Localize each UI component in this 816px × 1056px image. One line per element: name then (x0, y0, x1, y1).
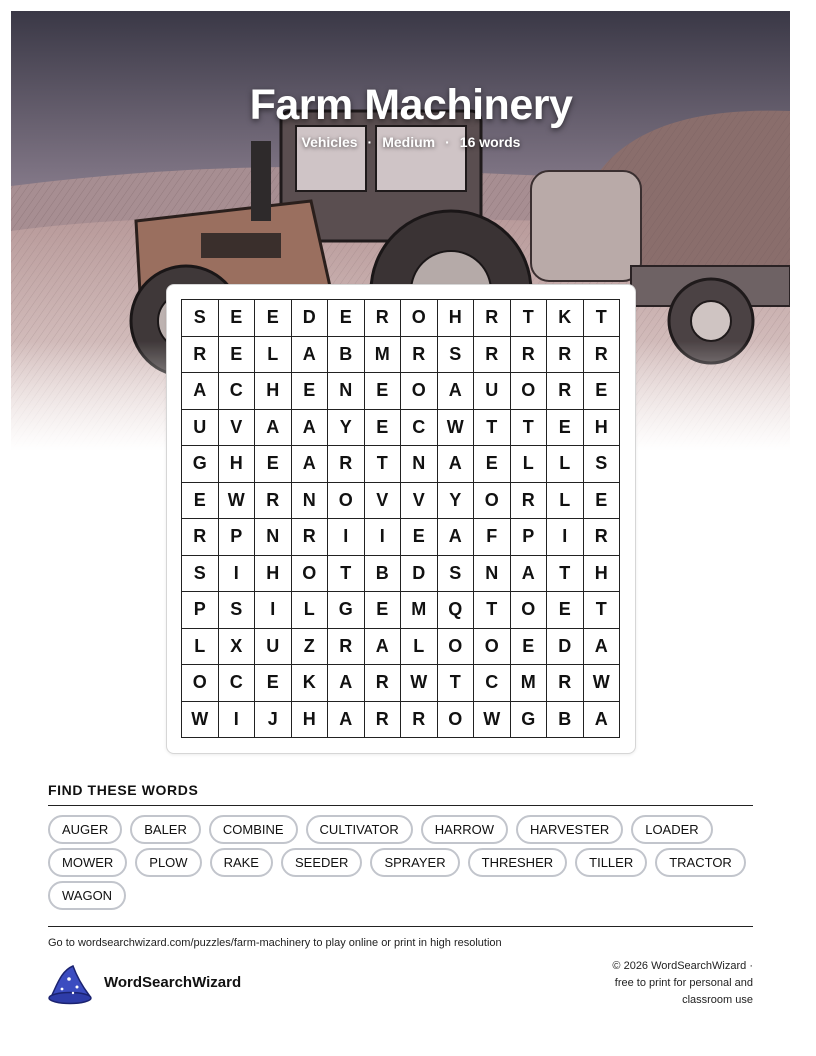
grid-cell[interactable]: A (291, 336, 328, 373)
grid-cell[interactable]: R (474, 300, 511, 337)
grid-row (182, 592, 620, 629)
grid-cell[interactable]: O (401, 373, 438, 410)
grid-cell[interactable]: D (547, 628, 584, 665)
grid-cell[interactable]: H (583, 409, 620, 446)
grid-cell[interactable]: E (510, 628, 547, 665)
puzzle-grid (181, 299, 620, 738)
grid-row (182, 555, 620, 592)
footer-divider (48, 926, 753, 927)
grid-cell[interactable]: R (547, 336, 584, 373)
grid-cell[interactable]: R (364, 300, 401, 337)
word-chip[interactable]: CULTIVATOR (306, 815, 413, 844)
grid-cell[interactable]: W (474, 701, 511, 738)
footer-note: Go to wordsearchwizard.com/puzzles/farm-machinery to play online or print in high resolution (48, 937, 502, 949)
grid-row (182, 482, 620, 519)
grid-cell[interactable]: I (218, 555, 255, 592)
grid-cell[interactable]: R (364, 665, 401, 702)
grid-cell[interactable]: N (328, 373, 365, 410)
grid-row (182, 300, 620, 337)
grid-cell[interactable]: O (182, 665, 219, 702)
grid-cell[interactable]: T (474, 592, 511, 629)
grid-cell[interactable]: A (437, 519, 474, 556)
grid-cell[interactable]: G (328, 592, 365, 629)
grid-cell[interactable]: B (328, 336, 365, 373)
grid-cell[interactable]: Y (437, 482, 474, 519)
grid-row (182, 373, 620, 410)
grid-cell[interactable]: A (364, 628, 401, 665)
grid-cell[interactable]: B (547, 701, 584, 738)
grid-cell[interactable]: Q (437, 592, 474, 629)
grid-cell[interactable]: H (437, 300, 474, 337)
grid-cell[interactable]: E (364, 373, 401, 410)
grid-cell[interactable]: H (291, 701, 328, 738)
grid-cell[interactable]: O (437, 628, 474, 665)
grid-cell[interactable]: A (510, 555, 547, 592)
grid-cell[interactable]: A (583, 701, 620, 738)
grid-cell[interactable]: I (547, 519, 584, 556)
grid-row (182, 519, 620, 556)
grid-cell[interactable]: C (401, 409, 438, 446)
grid-cell[interactable]: E (255, 446, 292, 483)
word-chip[interactable]: HARROW (421, 815, 508, 844)
word-chip[interactable]: COMBINE (209, 815, 298, 844)
grid-cell[interactable]: R (364, 701, 401, 738)
grid-cell[interactable]: E (401, 519, 438, 556)
grid-cell[interactable]: H (255, 555, 292, 592)
grid-cell[interactable]: O (510, 373, 547, 410)
grid-cell[interactable]: E (182, 482, 219, 519)
grid-cell[interactable]: E (328, 300, 365, 337)
grid-cell[interactable]: S (583, 446, 620, 483)
grid-cell[interactable]: W (437, 409, 474, 446)
grid-cell[interactable]: L (182, 628, 219, 665)
copyright-line: © 2026 WordSearchWizard · (612, 960, 753, 972)
grid-cell[interactable]: R (510, 482, 547, 519)
grid-cell[interactable]: P (510, 519, 547, 556)
grid-cell[interactable]: C (218, 665, 255, 702)
difficulty-label: Medium (382, 134, 436, 150)
grid-cell[interactable]: T (474, 409, 511, 446)
grid-cell[interactable]: L (401, 628, 438, 665)
word-chip[interactable]: AUGER (48, 815, 122, 844)
grid-cell[interactable]: R (547, 665, 584, 702)
grid-cell[interactable]: O (474, 482, 511, 519)
grid-cell[interactable]: L (547, 446, 584, 483)
brand-name: WordSearchWizard (104, 974, 242, 991)
grid-cell[interactable]: M (401, 592, 438, 629)
grid-cell[interactable]: E (218, 336, 255, 373)
word-chip[interactable]: THRESHER (468, 848, 568, 877)
grid-cell[interactable]: H (583, 555, 620, 592)
grid-cell[interactable]: T (583, 592, 620, 629)
grid-cell[interactable]: V (364, 482, 401, 519)
grid-cell[interactable]: W (401, 665, 438, 702)
grid-cell[interactable]: A (255, 409, 292, 446)
meta-separator: · (367, 134, 373, 150)
grid-cell[interactable]: T (583, 300, 620, 337)
grid-cell[interactable]: Y (328, 409, 365, 446)
grid-cell[interactable]: Z (291, 628, 328, 665)
grid-cell[interactable]: O (401, 300, 438, 337)
copyright-text (573, 958, 753, 1009)
grid-cell[interactable]: E (547, 592, 584, 629)
grid-cell[interactable]: M (364, 336, 401, 373)
grid-cell[interactable]: A (291, 446, 328, 483)
grid-cell[interactable]: E (291, 373, 328, 410)
grid-cell[interactable]: S (218, 592, 255, 629)
grid-row (182, 665, 620, 702)
grid-cell[interactable]: O (474, 628, 511, 665)
grid-cell[interactable]: P (182, 592, 219, 629)
copyright-line: classroom use (682, 994, 753, 1006)
grid-cell[interactable]: R (547, 373, 584, 410)
word-count-label: 16 words (459, 134, 521, 150)
grid-cell[interactable]: R (182, 519, 219, 556)
grid-cell[interactable]: V (401, 482, 438, 519)
grid-cell[interactable]: G (510, 701, 547, 738)
grid-row (182, 628, 620, 665)
grid-cell[interactable]: R (255, 482, 292, 519)
grid-cell[interactable]: E (364, 592, 401, 629)
grid-cell[interactable]: F (474, 519, 511, 556)
grid-cell[interactable]: D (401, 555, 438, 592)
grid-cell[interactable]: K (291, 665, 328, 702)
puzzle-grid-card (166, 284, 636, 754)
grid-cell[interactable]: R (474, 336, 511, 373)
grid-cell[interactable]: O (437, 701, 474, 738)
word-list-heading: FIND THESE WORDS (48, 782, 753, 806)
word-chip[interactable]: WAGON (48, 881, 126, 910)
grid-cell[interactable]: E (255, 300, 292, 337)
grid-cell[interactable]: M (510, 665, 547, 702)
grid-cell[interactable]: T (547, 555, 584, 592)
word-chip[interactable]: TRACTOR (655, 848, 746, 877)
grid-cell[interactable]: V (218, 409, 255, 446)
grid-cell[interactable]: R (583, 519, 620, 556)
grid-cell[interactable]: E (474, 446, 511, 483)
grid-cell[interactable]: U (474, 373, 511, 410)
grid-cell[interactable]: A (437, 373, 474, 410)
grid-cell[interactable]: S (437, 336, 474, 373)
grid-cell[interactable]: L (291, 592, 328, 629)
grid-cell[interactable]: R (291, 519, 328, 556)
word-chip[interactable]: HARVESTER (516, 815, 623, 844)
category-label: Vehicles (301, 134, 358, 150)
grid-cell[interactable]: A (437, 446, 474, 483)
grid-cell[interactable]: W (182, 701, 219, 738)
wizard-hat-icon (47, 963, 93, 1005)
word-chip[interactable]: RAKE (210, 848, 273, 877)
word-chip[interactable]: TILLER (575, 848, 647, 877)
grid-cell[interactable]: R (401, 701, 438, 738)
grid-row (182, 336, 620, 373)
grid-cell[interactable]: E (547, 409, 584, 446)
grid-cell[interactable]: S (182, 555, 219, 592)
word-chip[interactable]: LOADER (631, 815, 712, 844)
grid-cell[interactable]: R (182, 336, 219, 373)
grid-cell[interactable]: L (547, 482, 584, 519)
grid-cell[interactable]: O (510, 592, 547, 629)
meta-separator: · (445, 134, 450, 150)
grid-cell[interactable]: R (328, 628, 365, 665)
grid-row (182, 701, 620, 738)
grid-cell[interactable]: A (583, 628, 620, 665)
grid-cell[interactable]: U (255, 628, 292, 665)
grid-cell[interactable]: E (583, 373, 620, 410)
puzzle-meta (11, 134, 790, 150)
grid-cell[interactable]: N (255, 519, 292, 556)
word-chip[interactable]: SPRAYER (370, 848, 459, 877)
grid-cell[interactable]: I (218, 701, 255, 738)
grid-cell[interactable]: H (255, 373, 292, 410)
grid-cell[interactable]: E (583, 482, 620, 519)
grid-cell[interactable]: T (328, 555, 365, 592)
word-chip[interactable]: MOWER (48, 848, 127, 877)
grid-cell[interactable]: E (218, 300, 255, 337)
grid-cell[interactable]: L (510, 446, 547, 483)
grid-cell[interactable]: J (255, 701, 292, 738)
grid-cell[interactable]: A (328, 701, 365, 738)
grid-cell[interactable]: I (364, 519, 401, 556)
word-chip[interactable]: SEEDER (281, 848, 362, 877)
copyright-line: free to print for personal and (614, 977, 753, 989)
grid-cell[interactable]: T (364, 446, 401, 483)
grid-cell[interactable]: T (510, 300, 547, 337)
grid-cell[interactable]: A (328, 665, 365, 702)
grid-cell[interactable]: D (291, 300, 328, 337)
page-title: Farm Machinery (249, 81, 573, 129)
grid-cell[interactable]: O (328, 482, 365, 519)
grid-cell[interactable]: W (218, 482, 255, 519)
grid-cell[interactable]: B (364, 555, 401, 592)
grid-cell[interactable]: O (291, 555, 328, 592)
grid-cell[interactable]: E (364, 409, 401, 446)
grid-cell[interactable]: E (255, 665, 292, 702)
grid-cell[interactable]: I (328, 519, 365, 556)
grid-cell[interactable]: P (218, 519, 255, 556)
grid-cell[interactable]: N (401, 446, 438, 483)
grid-cell[interactable]: W (583, 665, 620, 702)
grid-cell[interactable]: K (547, 300, 584, 337)
grid-cell[interactable]: G (182, 446, 219, 483)
grid-cell[interactable]: R (510, 336, 547, 373)
grid-cell[interactable]: C (474, 665, 511, 702)
grid-cell[interactable]: L (255, 336, 292, 373)
grid-cell[interactable]: U (182, 409, 219, 446)
grid-cell[interactable]: H (218, 446, 255, 483)
grid-cell[interactable]: C (218, 373, 255, 410)
grid-cell[interactable]: N (474, 555, 511, 592)
grid-cell[interactable]: T (437, 665, 474, 702)
grid-cell[interactable]: I (255, 592, 292, 629)
grid-cell[interactable]: X (218, 628, 255, 665)
grid-cell[interactable]: S (437, 555, 474, 592)
grid-cell[interactable]: N (291, 482, 328, 519)
word-chip[interactable]: BALER (130, 815, 201, 844)
grid-cell[interactable]: A (182, 373, 219, 410)
grid-cell[interactable]: R (583, 336, 620, 373)
grid-cell[interactable]: R (328, 446, 365, 483)
grid-cell[interactable]: S (182, 300, 219, 337)
grid-cell[interactable]: A (291, 409, 328, 446)
word-chip[interactable]: PLOW (135, 848, 201, 877)
grid-cell[interactable]: R (401, 336, 438, 373)
word-list (48, 815, 758, 910)
grid-row (182, 409, 620, 446)
grid-cell[interactable]: T (510, 409, 547, 446)
grid-row (182, 446, 620, 483)
